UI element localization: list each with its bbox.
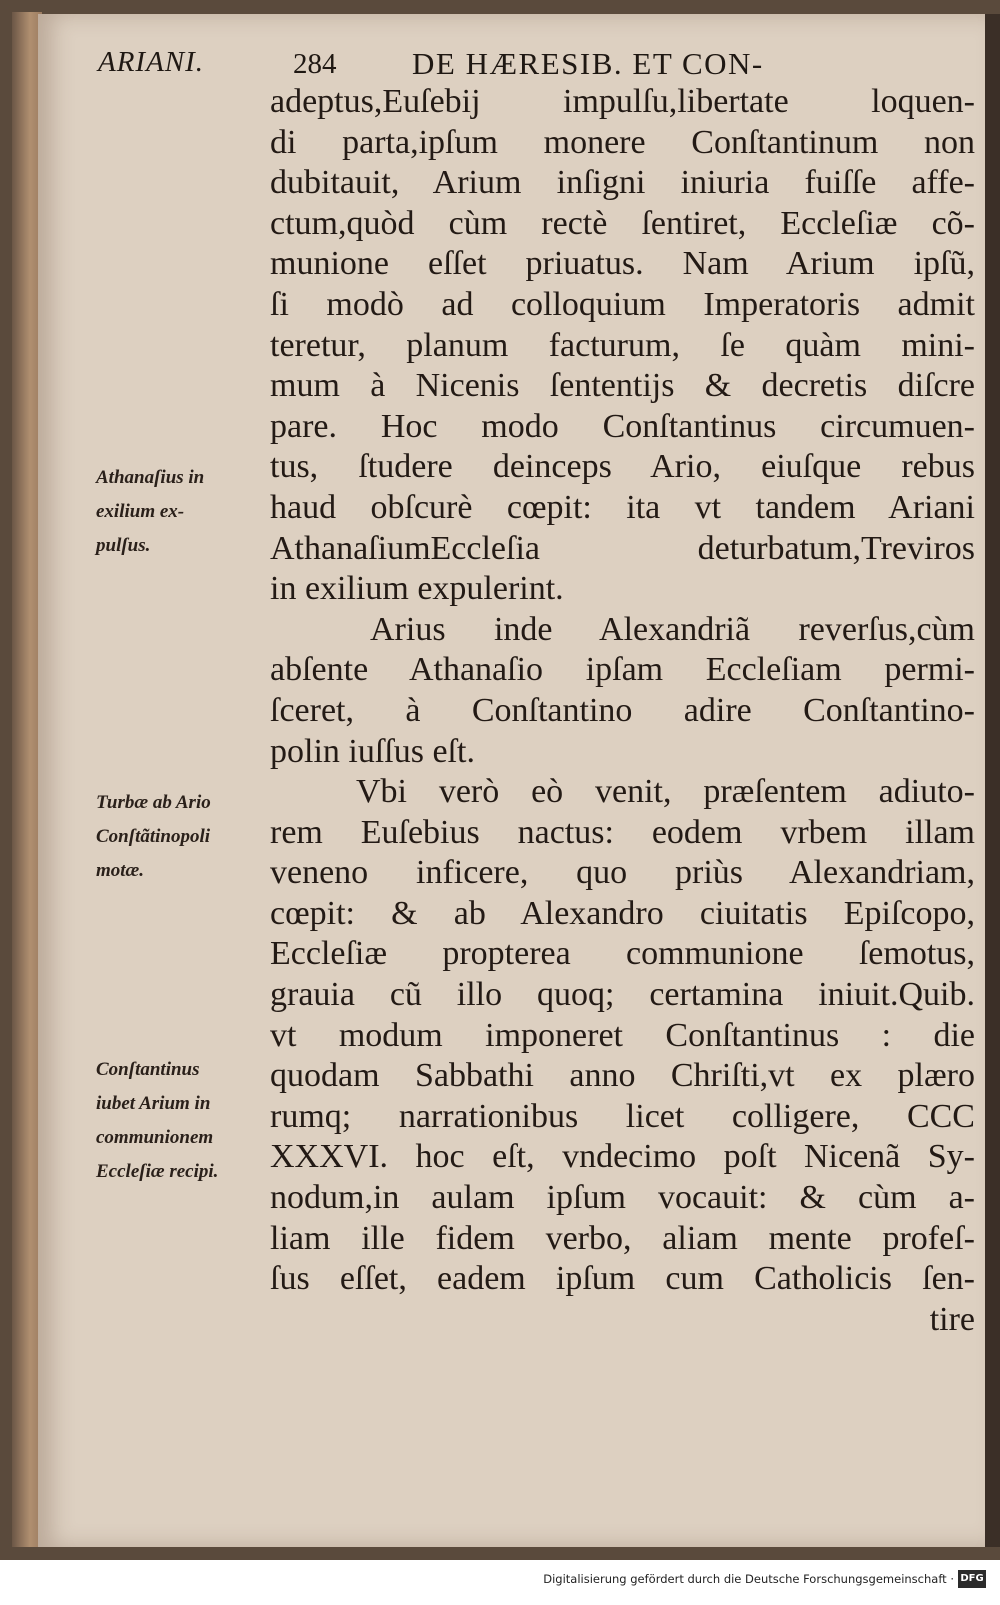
- text-line: cœpit: & ab Alexandro ciuitatis Epiſcopo,: [270, 894, 975, 932]
- text-line: teretur, planum facturum, ſe quàm mini-: [270, 326, 975, 364]
- text-line: AthanaſiumEccleſia deturbatum,Treviros: [270, 529, 975, 567]
- running-head: ARIANI.: [98, 46, 205, 78]
- text-line: ſus eſſet, eadem ipſum cum Catholicis ſen-: [270, 1260, 975, 1298]
- text-line: rem Euſebius nactus: eodem vrbem illam: [270, 813, 975, 851]
- text-line: polin iuſſus eſt.: [270, 732, 475, 770]
- text-line: di parta,ipſum monere Conſtantinum non: [270, 123, 975, 161]
- margin-note-line: iubet Arium in: [96, 1093, 211, 1114]
- text-line: dubitauit, Arium inſigni iniuria fuiſſe affe-: [270, 164, 975, 202]
- text-line: pare. Hoc modo Conſtantinus circumuen-: [270, 407, 975, 445]
- text-line: ſi modò ad colloquium Imperatoris admit: [270, 285, 975, 323]
- text-line: liam ille fidem verbo, aliam mente profeſ-: [270, 1219, 975, 1257]
- margin-note-line: communionem: [96, 1127, 214, 1148]
- page-header: [38, 46, 985, 86]
- text-line: mum à Nicenis ſententijs & decretis diſcre: [270, 367, 975, 405]
- margin-note-line: Eccleſiæ recipi.: [96, 1161, 219, 1182]
- text-line: abſente Athanaſio ipſam Eccleſiam permi-: [270, 651, 975, 689]
- dfg-logo: DFG: [958, 1570, 986, 1588]
- book-page: [38, 14, 985, 1547]
- text-line: Eccleſiæ propterea communione ſemotus,: [270, 935, 975, 973]
- text-line: in exilium expulerint.: [270, 570, 564, 608]
- funding-credit: Digitalisierung gefördert durch die Deutsche Forschungsgemeinschaft ·: [543, 1572, 954, 1586]
- page-number: 284: [293, 48, 337, 80]
- text-line: vt modum imponeret Conſtantinus : die: [270, 1016, 975, 1054]
- margin-note-line: Conſtãtinopoli: [96, 826, 211, 847]
- digitization-footer: [0, 1560, 1000, 1605]
- paragraph-start: Arius inde Alexandriã reverſus,cùm: [370, 610, 975, 648]
- running-title: DE HÆRESIB. ET CON-: [412, 46, 764, 81]
- margin-note-line: Conſtantinus: [96, 1059, 200, 1080]
- margin-note-line: motæ.: [96, 860, 145, 881]
- text-line: rumq; narrationibus licet colligere, CCC: [270, 1097, 975, 1135]
- text-line: XXXVI. hoc eſt, vndecimo poſt Nicenã Sy-: [270, 1138, 975, 1176]
- margin-note-line: pulſus.: [96, 535, 151, 556]
- margin-note-line: exilium ex-: [96, 501, 185, 522]
- text-line: tus, ſtudere deinceps Ario, eiuſque rebus: [270, 448, 975, 486]
- text-line: haud obſcurè cœpit: ita vt tandem Ariani: [270, 488, 975, 526]
- margin-note-constantinus: [96, 1053, 271, 1189]
- body-text: [270, 82, 975, 1340]
- margin-note-line: Turbæ ab Ario: [96, 792, 211, 813]
- scan-margin-right: [985, 14, 1000, 1547]
- text-line: adeptus,Euſebij impulſu,libertate loquen-: [270, 83, 975, 120]
- text-line: veneno inficere, quo priùs Alexandriam,: [270, 854, 975, 892]
- text-line: ctum,quòd cùm rectè ſentiret, Eccleſiæ cõ-: [270, 204, 975, 242]
- text-line: munione eſſet priuatus. Nam Arium ipſũ,: [270, 245, 975, 283]
- text-line: nodum,in aulam ipſum vocauit: & cùm a-: [270, 1179, 975, 1217]
- text-line: ſceret, à Conſtantino adire Conſtantino-: [270, 691, 975, 729]
- catchword: tire: [929, 1300, 975, 1338]
- margin-note-athanasius: [96, 461, 271, 563]
- margin-note-turbae: [96, 786, 271, 888]
- text-line: quodam Sabbathi anno Chriſti,vt ex plæro: [270, 1057, 975, 1095]
- margin-note-line: Athanaſius in: [96, 467, 205, 488]
- paragraph-start: Vbi verò eò venit, præſentem adiuto-: [356, 773, 975, 811]
- text-line: grauia cũ illo quoq; certamina iniuit.Quib.: [270, 976, 975, 1014]
